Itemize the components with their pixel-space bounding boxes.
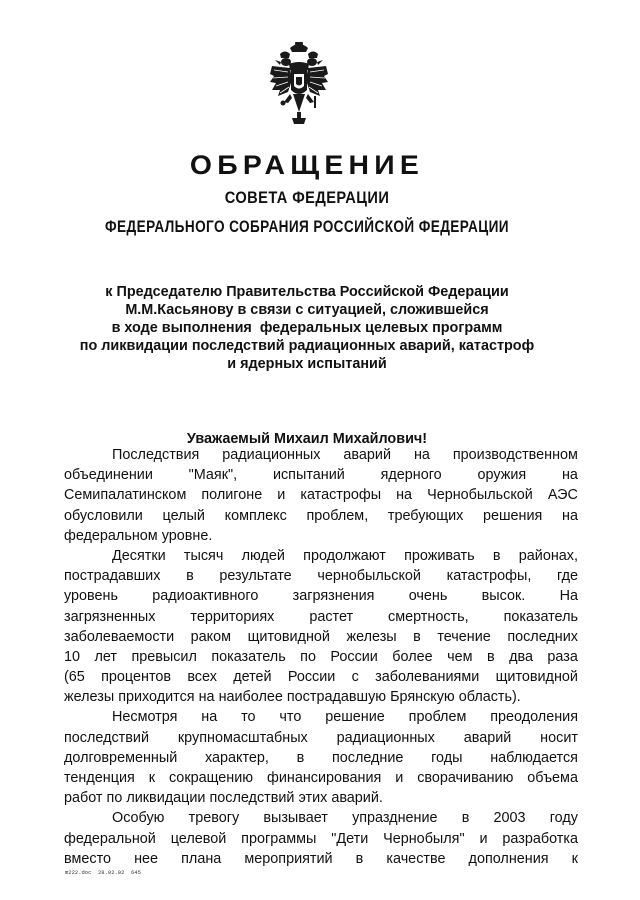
paragraph-line: 10 лет превысил показатель по России более чем в два раза xyxy=(64,648,578,665)
paragraph-line: федеральном уровне. xyxy=(64,527,213,544)
file-reference: m222.doc 28.02.02 645 xyxy=(65,869,141,876)
paragraph xyxy=(64,546,578,708)
paragraph-line: федеральной целевой программы "Дети Чернобыля" и разработка xyxy=(64,830,578,847)
paragraph-line: Десятки тысяч людей продолжают проживать в районах, xyxy=(112,547,578,564)
coat-of-arms-icon xyxy=(268,40,330,126)
letter-body xyxy=(64,445,578,869)
addressee-line: по ликвидации последствий радиационных аварий, катастроф xyxy=(79,338,535,354)
paragraph-line: Особую тревогу вызывает упразднение в 2003 году xyxy=(112,810,578,827)
paragraph-line: Последствия радиационных аварий на производственном xyxy=(112,447,578,463)
paragraph-line: (65 процентов всех детей России с заболеваниями щитовидной xyxy=(64,669,578,686)
paragraph-line: последствий крупномасштабных радиационных аварий носит xyxy=(64,729,578,746)
salutation: Уважаемый Михаил Михайлович! xyxy=(186,431,428,447)
paragraph-line: заболеваемости раком щитовидной железы в течение последних xyxy=(64,628,578,645)
paragraph-line: Несмотря на то что решение проблем преодоления xyxy=(112,709,578,726)
paragraph-line: загрязненных территориях растет смертность, показатель xyxy=(64,608,578,625)
addressee-line: в ходе выполнения федеральных целевых программ xyxy=(111,320,503,336)
paragraph-line: пострадавших в результате чернобыльской катастрофы, где xyxy=(64,568,578,585)
paragraph-line: работ по ликвидации последствий этих аварий. xyxy=(64,790,383,807)
addressee-block xyxy=(0,283,614,373)
paragraph-line: долговременный характер, в последние годы наблюдается xyxy=(64,749,578,766)
addressee-line: М.М.Касьянову в связи с ситуацией, сложившейся xyxy=(125,302,489,318)
paragraph-line: объединении "Маяк", испытаний ядерного оружия на xyxy=(64,467,578,484)
addressee-line: к Председателю Правительства Российской Федерации xyxy=(105,284,509,300)
paragraph-line: Семипалатинском полигоне и катастрофы на Чернобыльской АЭС xyxy=(64,487,578,504)
paragraph xyxy=(64,445,578,546)
paragraph xyxy=(64,707,578,808)
document-title: ОБРАЩЕНИЕ xyxy=(189,150,425,180)
paragraph-line: железы приходится на наиболее пострадавшую Брянскую область). xyxy=(64,689,521,706)
paragraph xyxy=(64,808,578,869)
paragraph-line: обусловили целый комплекс проблем, требующих решения на xyxy=(64,507,578,524)
document-subtitle-assembly: ФЕДЕРАЛЬНОГО СОБРАНИЯ РОССИЙСКОЙ ФЕДЕРАЦИИ xyxy=(105,217,509,236)
paragraph-line: вместо нее плана мероприятий в качестве дополнения к xyxy=(64,850,578,867)
paragraph-line: тенденция к сокращению финансирования и сворачиванию объема xyxy=(64,770,578,786)
addressee-line: и ядерных испытаний xyxy=(227,356,387,372)
paragraph-line: уровень радиоактивного загрязнения очень высок. На xyxy=(64,588,578,605)
document-subtitle-council: СОВЕТА ФЕДЕРАЦИИ xyxy=(224,188,390,207)
